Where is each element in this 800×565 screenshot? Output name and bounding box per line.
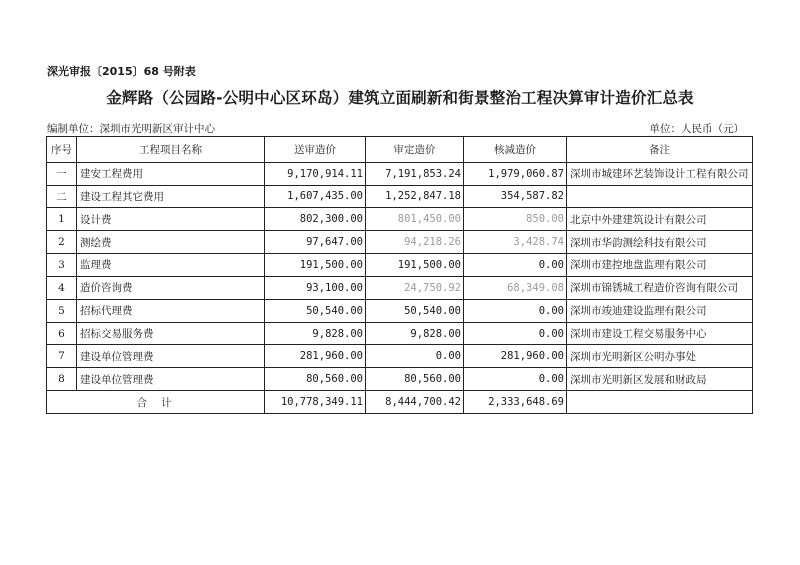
total-approved: 8,444,700.42 xyxy=(366,391,464,414)
row-remarks: 深圳市建设工程交易服务中心 xyxy=(567,322,753,345)
row-submitted-cost: 191,500.00 xyxy=(265,254,366,277)
row-remarks xyxy=(567,185,753,208)
row-reduction: 354,587.82 xyxy=(464,185,567,208)
table-row xyxy=(47,345,753,368)
row-seq: 7 xyxy=(47,345,77,368)
currency-unit: 单位：人民币（元） xyxy=(649,123,744,135)
row-approved-cost: 191,500.00 xyxy=(366,254,464,277)
row-reduction: 68,349.08 xyxy=(464,276,567,299)
row-seq: 二 xyxy=(47,185,77,208)
total-row xyxy=(47,391,753,414)
row-project-name: 建设工程其它费用 xyxy=(77,185,265,208)
total-label: 合计 xyxy=(47,391,265,414)
total-submitted: 10,778,349.11 xyxy=(265,391,366,414)
row-reduction: 0.00 xyxy=(464,299,567,322)
row-seq: 一 xyxy=(47,162,77,185)
header-submitted-cost: 送审造价 xyxy=(265,137,366,163)
table-row xyxy=(47,322,753,345)
header-approved-cost: 审定造价 xyxy=(366,137,464,163)
row-submitted-cost: 9,828.00 xyxy=(265,322,366,345)
row-remarks: 深圳市华韵测绘科技有限公司 xyxy=(567,231,753,254)
row-project-name: 设计费 xyxy=(77,208,265,231)
table-row xyxy=(47,368,753,391)
row-approved-cost: 50,540.00 xyxy=(366,299,464,322)
row-remarks: 深圳市建控地盘监理有限公司 xyxy=(567,254,753,277)
row-approved-cost: 7,191,853.24 xyxy=(366,162,464,185)
row-seq: 5 xyxy=(47,299,77,322)
row-seq: 2 xyxy=(47,231,77,254)
row-approved-cost: 0.00 xyxy=(366,345,464,368)
row-remarks: 深圳市光明新区发展和财政局 xyxy=(567,368,753,391)
row-project-name: 监理费 xyxy=(77,254,265,277)
row-reduction: 281,960.00 xyxy=(464,345,567,368)
row-approved-cost: 80,560.00 xyxy=(366,368,464,391)
header-seq: 序号 xyxy=(47,137,77,163)
row-seq: 8 xyxy=(47,368,77,391)
row-approved-cost: 94,218.26 xyxy=(366,231,464,254)
row-remarks: 北京中外建建筑设计有限公司 xyxy=(567,208,753,231)
row-reduction: 1,979,060.87 xyxy=(464,162,567,185)
header-remarks: 备注 xyxy=(567,137,753,163)
row-submitted-cost: 50,540.00 xyxy=(265,299,366,322)
document-reference: 深光审报〔2015〕68 号附表 xyxy=(47,65,196,78)
header-project-name: 工程项目名称 xyxy=(77,137,265,163)
row-project-name: 测绘费 xyxy=(77,231,265,254)
row-seq: 1 xyxy=(47,208,77,231)
row-remarks: 深圳市竣迪建设监理有限公司 xyxy=(567,299,753,322)
audit-summary-table xyxy=(46,136,753,414)
row-approved-cost: 801,450.00 xyxy=(366,208,464,231)
table-row xyxy=(47,276,753,299)
row-reduction: 0.00 xyxy=(464,322,567,345)
row-submitted-cost: 9,170,914.11 xyxy=(265,162,366,185)
total-note xyxy=(567,391,753,414)
row-remarks: 深圳市光明新区公明办事处 xyxy=(567,345,753,368)
row-reduction: 850.00 xyxy=(464,208,567,231)
row-remarks: 深圳市城建环艺装饰设计工程有限公司 xyxy=(567,162,753,185)
row-reduction: 0.00 xyxy=(464,254,567,277)
page-title: 金辉路（公园路-公明中心区环岛）建筑立面刷新和街景整治工程决算审计造价汇总表 xyxy=(106,89,694,107)
table-row xyxy=(47,185,753,208)
row-approved-cost: 24,750.92 xyxy=(366,276,464,299)
row-approved-cost: 9,828.00 xyxy=(366,322,464,345)
row-seq: 4 xyxy=(47,276,77,299)
row-seq: 6 xyxy=(47,322,77,345)
table-header-row xyxy=(47,137,753,163)
table-row xyxy=(47,162,753,185)
row-project-name: 建安工程费用 xyxy=(77,162,265,185)
row-approved-cost: 1,252,847.18 xyxy=(366,185,464,208)
row-submitted-cost: 93,100.00 xyxy=(265,276,366,299)
row-reduction: 3,428.74 xyxy=(464,231,567,254)
header-reduction: 核减造价 xyxy=(464,137,567,163)
compiling-unit: 编制单位：深圳市光明新区审计中心 xyxy=(47,123,215,135)
row-remarks: 深圳市锦锈城工程造价咨询有限公司 xyxy=(567,276,753,299)
row-seq: 3 xyxy=(47,254,77,277)
row-submitted-cost: 802,300.00 xyxy=(265,208,366,231)
table-row xyxy=(47,231,753,254)
row-project-name: 建设单位管理费 xyxy=(77,368,265,391)
table-row xyxy=(47,299,753,322)
row-project-name: 招标交易服务费 xyxy=(77,322,265,345)
table-row xyxy=(47,208,753,231)
row-submitted-cost: 281,960.00 xyxy=(265,345,366,368)
row-project-name: 造价咨询费 xyxy=(77,276,265,299)
row-submitted-cost: 80,560.00 xyxy=(265,368,366,391)
table-row xyxy=(47,254,753,277)
row-reduction: 0.00 xyxy=(464,368,567,391)
row-submitted-cost: 1,607,435.00 xyxy=(265,185,366,208)
row-project-name: 招标代理费 xyxy=(77,299,265,322)
row-submitted-cost: 97,647.00 xyxy=(265,231,366,254)
total-reduction: 2,333,648.69 xyxy=(464,391,567,414)
row-project-name: 建设单位管理费 xyxy=(77,345,265,368)
